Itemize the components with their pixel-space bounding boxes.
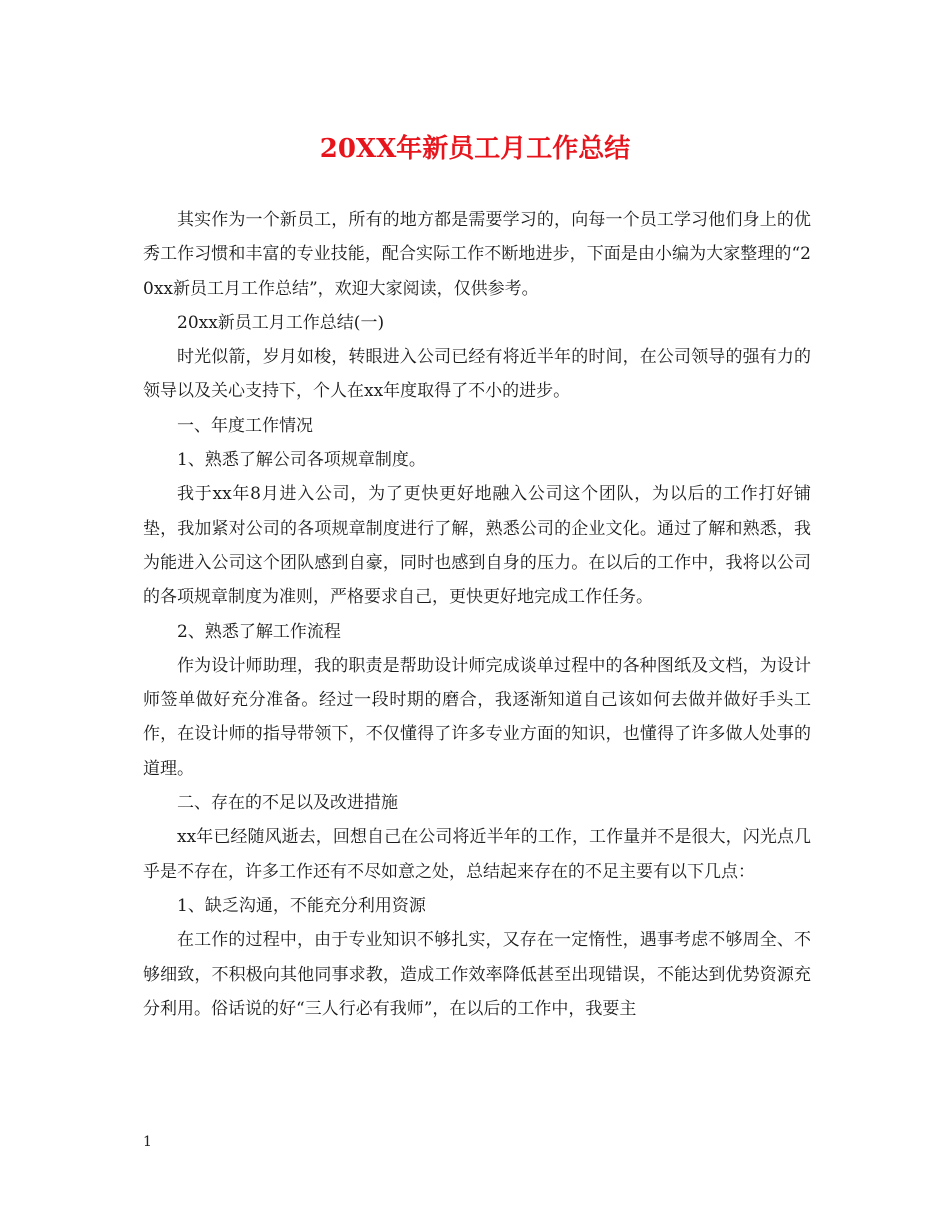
paragraph-workflow: 作为设计师助理，我的职责是帮助设计师完成谈单过程中的各种图纸及文档，为设计师签单做好充分准备。经过一段时期的磨合，我逐渐知道自己该如何去做并做好手头工作，在设计师的指导带领下，不仅懂得了许多专业方面的知识，也懂得了许多做人处事的道理。 — [143, 655, 811, 779]
document-body — [143, 203, 811, 1026]
paragraph-shortcomings: xx年已经随风逝去，回想自己在公司将近半年的工作，工作量并不是很大，闪光点几乎是不存在，许多工作还有不尽如意之处，总结起来存在的不足主要有以下几点： — [143, 827, 811, 882]
document-title: 20XX年新员工月工作总结 — [319, 134, 631, 164]
page-number: 1 — [143, 1134, 152, 1150]
paragraph-opening: 时光似箭，岁月如梭，转眼进入公司已经有将近半年的时间，在公司领导的强有力的领导以及关心支持下，个人在xx年度取得了不小的进步。 — [143, 347, 811, 402]
paragraph-rules: 我于xx年8月进入公司，为了更快更好地融入公司这个团队，为以后的工作打好铺垫，我加紧对公司的各项规章制度进行了解，熟悉公司的企业文化。通过了解和熟悉，我为能进入公司这个团队感到自豪，同时也感到自身的压力。在以后的工作中，我将以公司的各项规章制度为准则，严格要求自己，更快更好地完成工作任务。 — [143, 484, 811, 608]
heading-shortcomings: 二、存在的不足以及改进措施 — [177, 793, 398, 814]
heading-annual-work: 一、年度工作情况 — [177, 415, 313, 436]
paragraph-communication: 在工作的过程中，由于专业知识不够扎实，又存在一定惰性，遇事考虑不够周全、不够细致，不积极向其他同事求教，造成工作效率降低甚至出现错误，不能达到优势资源充分利用。俗话说的好“三人行必有我师”，在以后的工作中，我要主 — [143, 930, 811, 1019]
paragraph-intro: 其实作为一个新员工，所有的地方都是需要学习的，向每一个员工学习他们身上的优秀工作习惯和丰富的专业技能，配合实际工作不断地进步，下面是由小编为大家整理的“20xx新员工月工作总结”，欢迎大家阅读，仅供参考。 — [143, 210, 811, 299]
subheading-workflow: 2、熟悉了解工作流程 — [177, 621, 341, 642]
subheading-rules: 1、熟悉了解公司各项规章制度。 — [177, 450, 426, 471]
subheading-communication: 1、缺乏沟通，不能充分利用资源 — [177, 895, 426, 916]
section-heading-part-one: 20xx新员工月工作总结(一) — [177, 312, 385, 333]
